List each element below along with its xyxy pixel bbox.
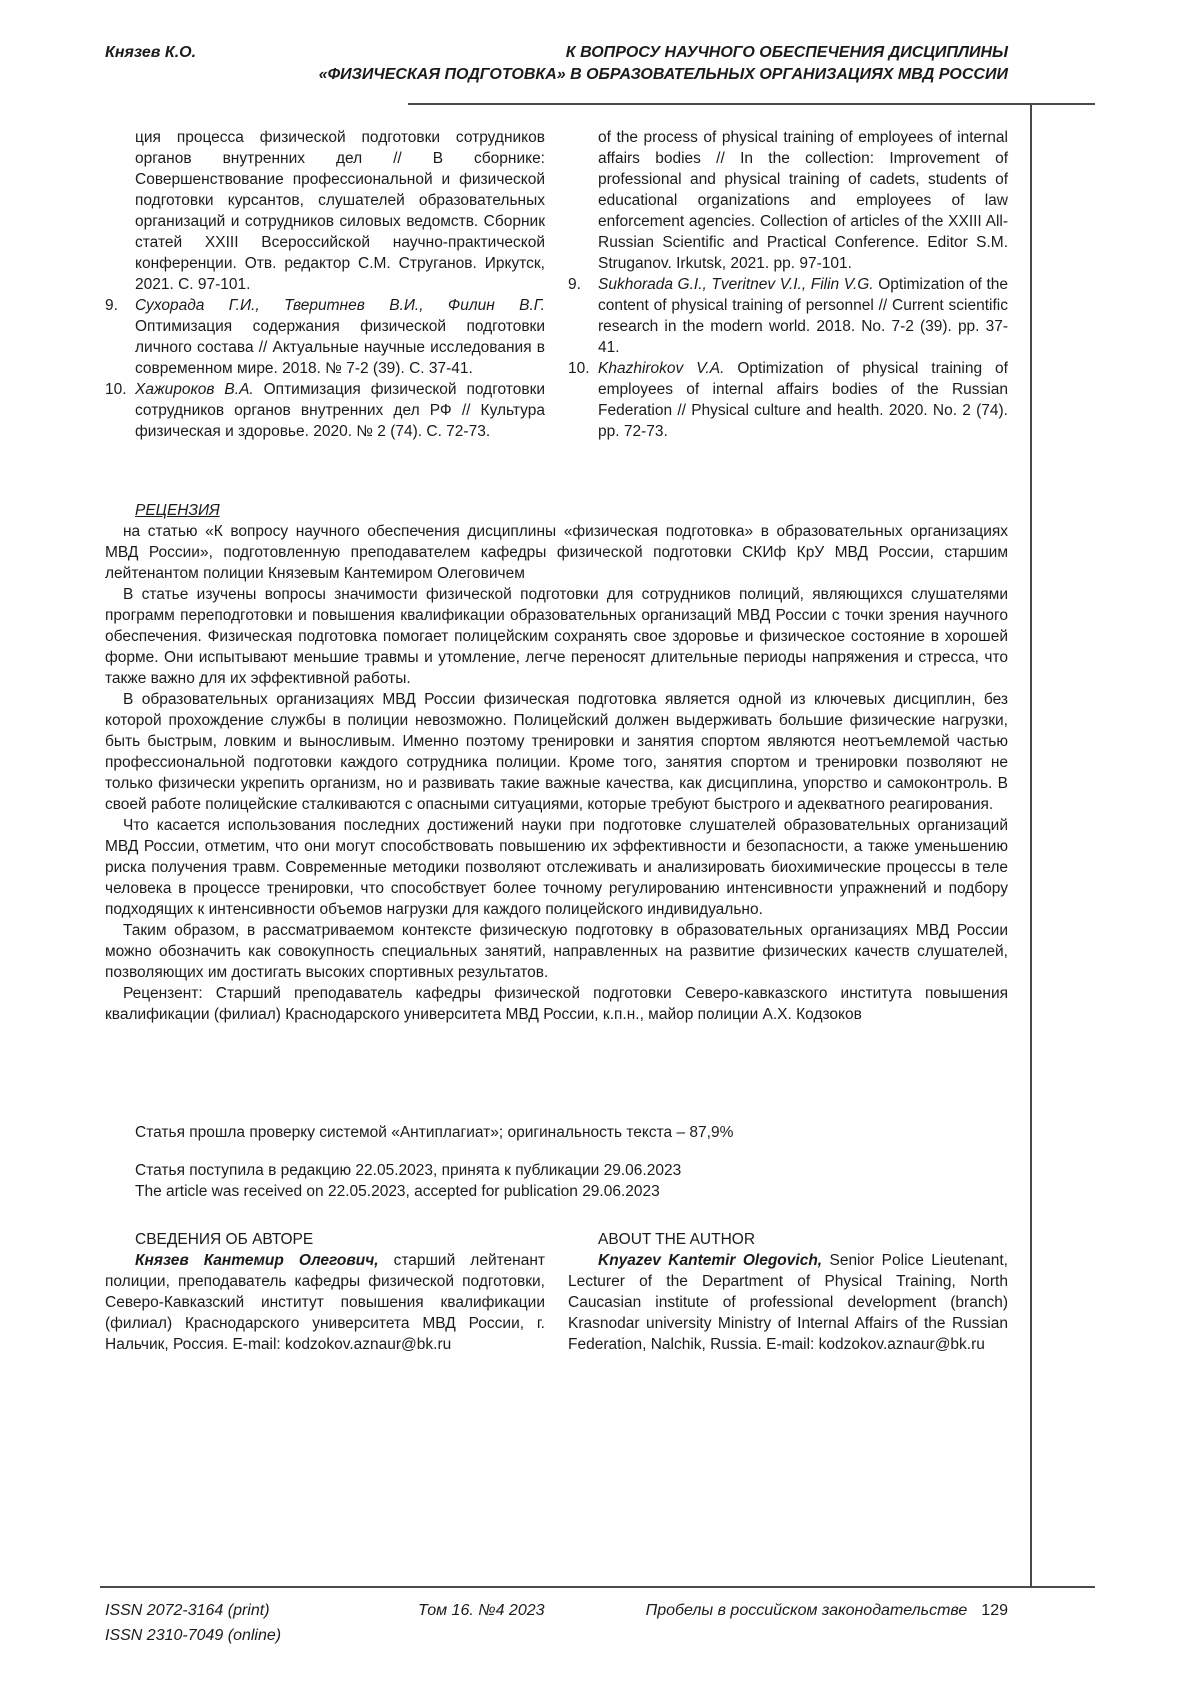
- review-paragraph: на статью «К вопросу научного обеспечения дисциплины «физическая подготовка» в образовательных организациях МВД России», подготовленную преподавателем кафедры физической подготовки СКИф КрУ МВД России, старшим лейтенантом полиции Князевым Кантемиром Олеговичем: [105, 523, 1008, 582]
- reference-authors: Хажироков В.А.: [135, 381, 254, 398]
- running-head-title: [319, 42, 1008, 86]
- references-column-russian: [105, 127, 545, 442]
- footer-journal-title: Пробелы в российском законодательстве: [645, 1602, 968, 1619]
- footer-rule: [100, 1586, 1095, 1588]
- about-author-russian: [105, 1229, 545, 1355]
- antiplagiat-note: Статья прошла проверку системой «Антиплагиат»; оригинальность текста – 87,9%: [135, 1124, 734, 1141]
- right-margin-line: [1030, 103, 1032, 1586]
- running-head-title-line1: К ВОПРОСУ НАУЧНОГО ОБЕСПЕЧЕНИЯ ДИСЦИПЛИНЫ: [565, 44, 1008, 61]
- received-date-english: The article was received on 22.05.2023, accepted for publication 29.06.2023: [135, 1183, 660, 1200]
- review-paragraph: Что касается использования последних достижений науки при подготовке слушателей образовательных организаций МВД России, отметим, что они могут способствовать повышению их эффективности и безопасности, а также уменьшению риска получения травм. Современные методики позволяют отслеживать и анализировать биохимические процессы в теле человека в процессе тренировки, что способствует более точному регулированию интенсивности упражнений и подбору подходящих к интенсивности объемов нагрузки для каждого полицейского индивидуально.: [105, 817, 1008, 918]
- reference-item: [105, 379, 545, 442]
- author-bio-ru: старший лейтенант полиции, преподаватель кафедры физической подготовки, Северо-Кавказский институт повышения квалификации (филиал) Краснодарского университета МВД России, г. Нальчик, Россия. E-mail: kodzokov.aznaur@bk.ru: [105, 1252, 545, 1353]
- review-paragraph: В статье изучены вопросы значимости физической подготовки для сотрудников полиций, являющихся слушателями программ переподготовки и повышения квалификации образовательных организаций МВД России с точки зрения научного обеспечения. Физическая подготовка помогает полицейским сохранять свое здоровье и физическое состояние в хорошей форме. Они испытывают меньшие травмы и утомление, легче переносят длительные периоды напряжения и стресса, что также важно для их эффективной работы.: [105, 586, 1008, 687]
- reference-text: Оптимизация содержания физической подготовки личного состава // Актуальные научные исследования в современном мире. 2018. № 7-2 (39). С. 37-41.: [135, 318, 545, 377]
- reference-number: 9.: [105, 297, 118, 314]
- footer-journal-block: [646, 1598, 1008, 1623]
- review-section: [105, 500, 1008, 1025]
- author-bio-en: Senior Police Lieutenant, Lecturer of the Department of Physical Training, North Caucasian institute of professional development (branch) Krasnodar university Ministry of Internal Affairs of the Russian Federation, Nalchik, Russia. E-mail: kodzokov.aznaur@bk.ru: [568, 1252, 1008, 1353]
- reference-text: Optimization of the content of physical training of personnel // Current scientific research in the modern world. 2018. No. 7-2 (39). pp. 37-41.: [598, 276, 1008, 356]
- review-reviewer-line: Рецензент: Старший преподаватель кафедры физической подготовки Северо-кавказского института повышения квалификации (филиал) Краснодарского университета МВД России, к.п.н., майор полиции А.Х. Кодзоков: [105, 985, 1008, 1023]
- reference-number: 10.: [568, 360, 590, 377]
- review-paragraph: Таким образом, в рассматриваемом контексте физическую подготовку в образовательных организациях МВД России можно обозначить как совокупность специальных занятий, направленных на развитие физических качеств слушателей, позволяющих им достигать высоких спортивных результатов.: [105, 922, 1008, 981]
- header-rule: [408, 103, 1095, 105]
- reference-item: [568, 358, 1008, 442]
- about-author-english: [568, 1229, 1008, 1355]
- about-author-text-en: [568, 1250, 1008, 1355]
- reference-continuation: of the process of physical training of employees of internal affairs bodies // In the collection: Improvement of professional and physical training of cadets, students of educational organizations and employees of law enforcement agencies. Collection of articles of the XXIII All-Russian Scientific and Practical Conference. Editor S.M. Struganov. Irkutsk, 2021. pp. 97-101.: [598, 129, 1008, 272]
- reference-authors: Khazhirokov V.A.: [598, 360, 725, 377]
- received-date-russian: Статья поступила в редакцию 22.05.2023, принята к публикации 29.06.2023: [135, 1162, 682, 1179]
- reference-item: [568, 274, 1008, 358]
- reference-number: 10.: [105, 381, 127, 398]
- footer-issn: [105, 1598, 281, 1648]
- reference-continuation: ция процесса физической подготовки сотрудников органов внутренних дел // В сборнике: Совершенствование профессиональной и физической подготовки курсантов, слушателей образовательных организаций и сотрудников силовых ведомств. Сборник статей XXIII Всероссийской научно-практической конференции. Отв. редактор С.М. Струганов. Иркутск, 2021. С. 97-101.: [135, 129, 545, 293]
- about-author-heading-en: ABOUT THE AUTHOR: [598, 1231, 756, 1248]
- running-head-title-line2: «ФИЗИЧЕСКАЯ ПОДГОТОВКА» В ОБРАЗОВАТЕЛЬНЫХ ОРГАНИЗАЦИЯХ МВД РОССИИ: [318, 66, 1008, 83]
- references-column-english: [568, 127, 1008, 442]
- footer-page-number: 129: [981, 1602, 1008, 1619]
- about-author-heading-ru: СВЕДЕНИЯ ОБ АВТОРЕ: [135, 1231, 314, 1248]
- reference-text: Оптимизация физической подготовки сотрудников органов внутренних дел РФ // Культура физическая и здоровье. 2020. № 2 (74). С. 72-73.: [135, 381, 546, 440]
- footer-volume: Том 16. №4 2023: [418, 1602, 545, 1619]
- review-paragraph: В образовательных организациях МВД России физическая подготовка является одной из ключевых дисциплин, без которой прохождение службы в полиции невозможно. Полицейский должен выдерживать большие физические нагрузки, быть быстрым, ловким и выносливым. Именно поэтому тренировки и занятия спортом являются неотъемлемой частью профессиональной подготовки каждого сотрудника полиции. Кроме того, занятия спортом и тренировки позволяют не только физически укрепить организм, но и развивать такие важные качества, как дисциплина, упорство и самоконтроль. В своей работе полицейские сталкиваются с опасными ситуациями, которые требуют быстрого и адекватного реагирования.: [105, 691, 1008, 813]
- reference-text: Optimization of physical training of employees of internal affairs bodies of the Russian Federation // Physical culture and health. 2020. No. 2 (74). pp. 72-73.: [598, 360, 1008, 440]
- issn-online: ISSN 2310-7049 (online): [105, 1627, 282, 1644]
- review-heading: РЕЦЕНЗИЯ: [135, 502, 220, 519]
- author-name-en: Knyazev Kantemir Olegovich,: [598, 1252, 823, 1269]
- author-name-ru: Князев Кантемир Олегович,: [135, 1252, 379, 1269]
- reference-authors: Сухорада Г.И., Тверитнев В.И., Филин В.Г.: [135, 297, 545, 314]
- reference-item: [105, 295, 545, 379]
- running-head-author: Князев К.О.: [105, 44, 197, 61]
- reference-number: 9.: [568, 276, 581, 293]
- about-author-section: [105, 1229, 1008, 1355]
- references-section: [105, 127, 1008, 442]
- reference-authors: Sukhorada G.I., Tveritnev V.I., Filin V.G.: [598, 276, 874, 293]
- article-meta-section: [105, 1122, 1008, 1202]
- issn-print: ISSN 2072-3164 (print): [105, 1602, 270, 1619]
- about-author-text-ru: [105, 1250, 545, 1355]
